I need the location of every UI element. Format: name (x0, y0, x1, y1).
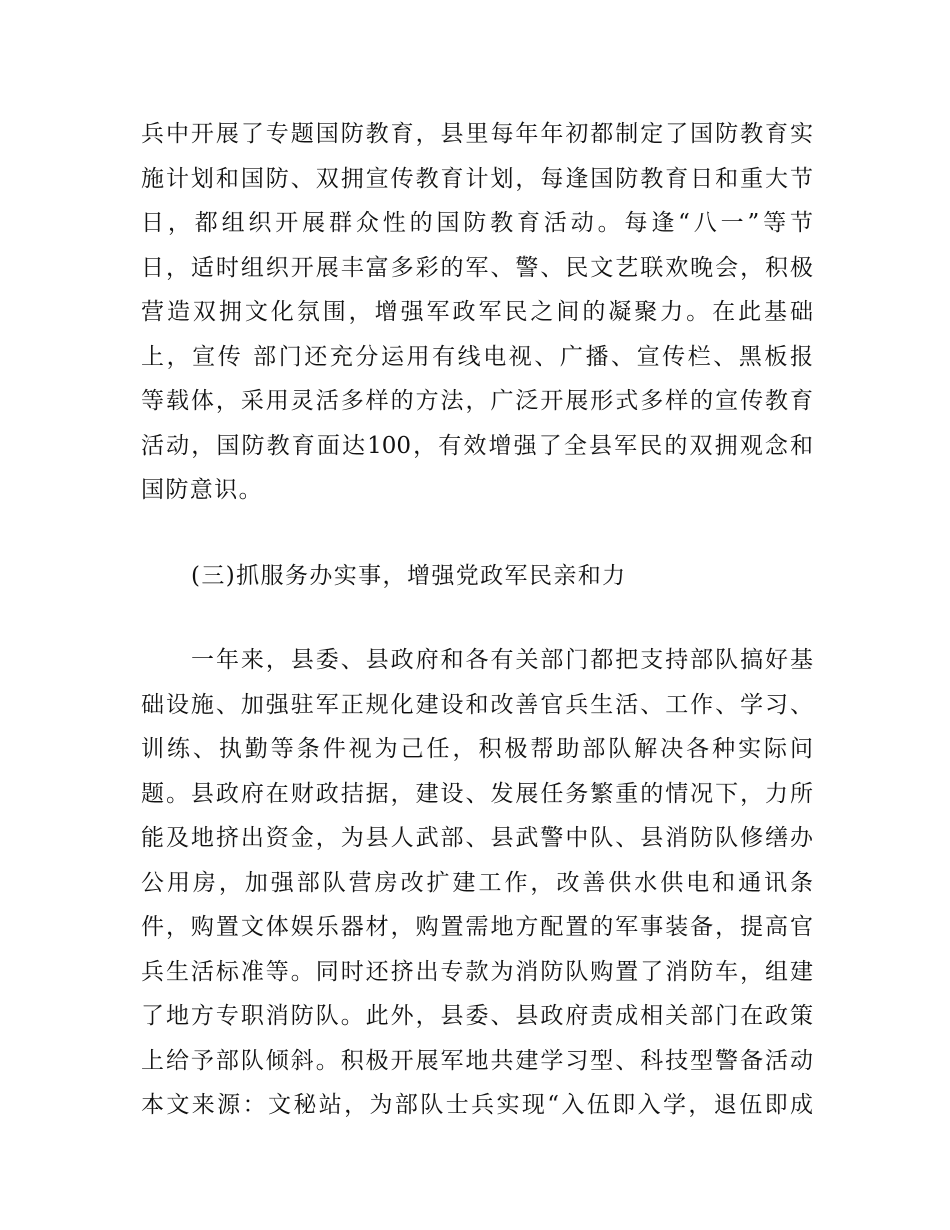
text-line: 能及地挤出资金，为县人武部、县武警中队、县消防队修缮办 (141, 825, 813, 851)
heading-text: (三)抓服务办实事，增强党政军民亲和力 (191, 563, 627, 589)
text-line: 施计划和国防、双拥宣传教育计划，每逢国防教育日和重大节 (141, 165, 813, 192)
text-line: 等载体，采用灵活多样的方法，广泛开展形式多样的宣传教育 (141, 388, 813, 414)
paragraph-2 (141, 638, 813, 1128)
text-line: 营造双拥文化氛围，增强军政军民之间的凝聚力。在此基础 (141, 299, 813, 325)
text-line: 兵中开展了专题国防教育，县里每年年初都制定了国防教育实 (141, 121, 813, 147)
text-line: 上，宣传 部门还充分运用有线电视、广播、宣传栏、黑板报 (141, 343, 813, 370)
text-line: 日，都组织开展群众性的国防教育活动。每逢“八一”等节 (141, 210, 813, 236)
text-line: 题。县政府在财政拮据，建设、发展任务繁重的情况下，力所 (141, 780, 813, 807)
paragraph-1 (141, 112, 813, 513)
text-line: 国防意识。 (141, 477, 263, 503)
text-line: 上给予部队倾斜。积极开展军地共建学习型、科技型警备活动 (141, 1047, 813, 1074)
text-line: 公用房，加强部队营房改扩建工作，改善供水供电和通讯条 (141, 869, 813, 896)
section-heading (141, 554, 813, 599)
text-line: 日，适时组织开展丰富多彩的军、警、民文艺联欢晚会，积极 (141, 254, 813, 281)
text-line: 础设施、加强驻军正规化建设和改善官兵生活、工作、学习、 (141, 691, 813, 718)
text-line: 活动，国防教育面达100，有效增强了全县军民的双拥观念和 (141, 432, 813, 459)
text-line: 训练、执勤等条件视为己任，积极帮助部队解决各种实际问 (141, 736, 813, 762)
text-line: 了地方专职消防队。此外，县委、县政府责成相关部门在政策 (141, 1003, 813, 1029)
text-line: 一年来，县委、县政府和各有关部门都把支持部队搞好基 (191, 647, 813, 673)
text-line: 本文来源：文秘站，为部队士兵实现“入伍即入学，退伍即成 (141, 1092, 813, 1118)
text-line: 兵生活标准等。同时还挤出专款为消防队购置了消防车，组建 (141, 958, 813, 985)
text-line: 件，购置文体娱乐器材，购置需地方配置的军事装备，提高官 (141, 914, 813, 940)
